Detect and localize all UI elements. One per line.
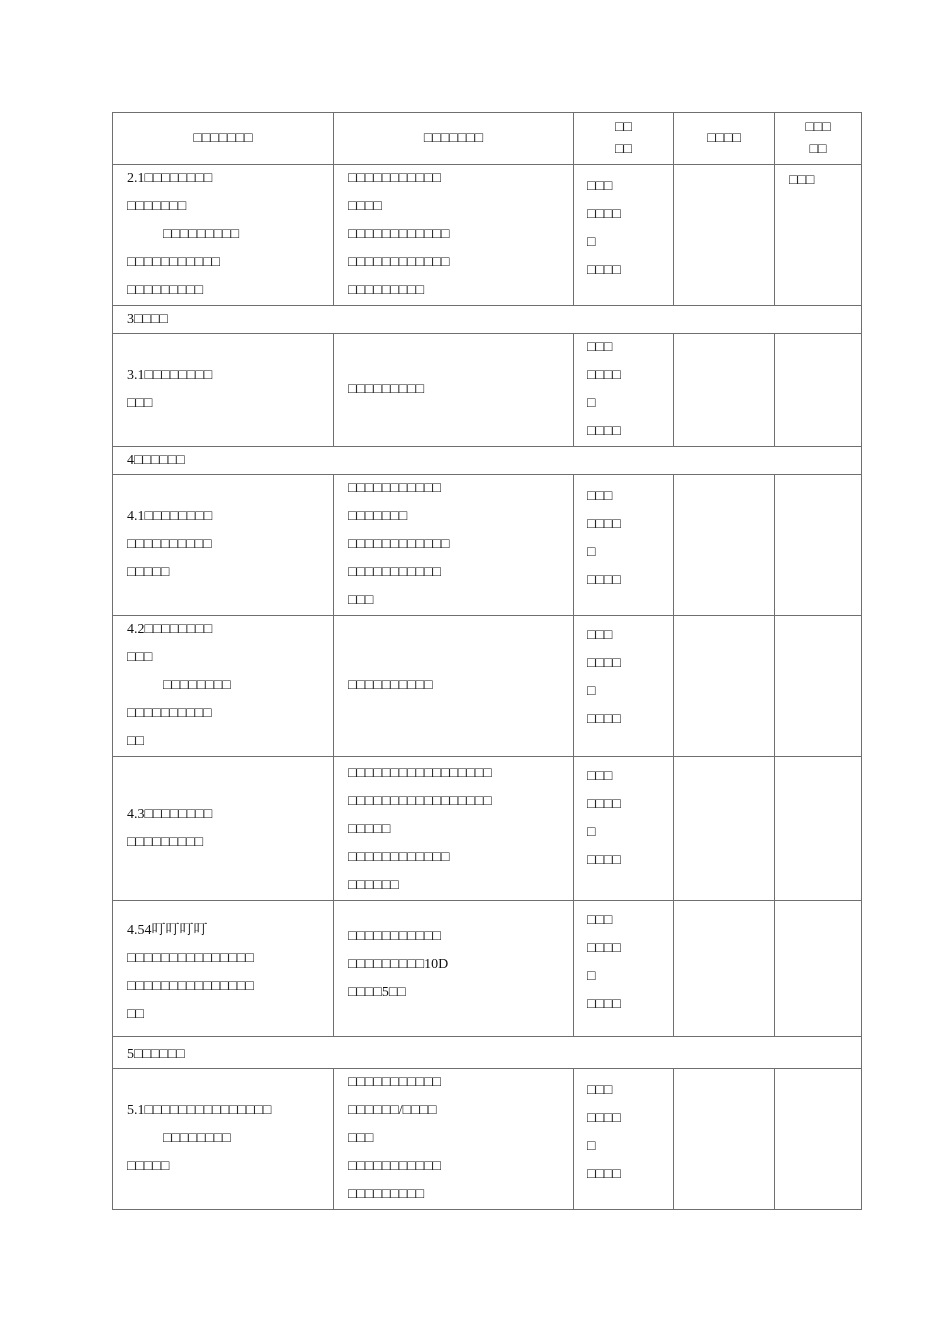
note-cell [775,901,862,1037]
table-row [113,1069,862,1210]
record-cell [674,616,775,757]
method-cell: □□□□□□□□□□□ □□□□ □□□□□□□□□□□□ □□□□□□□□□□□□ □□□□□□□□□ [334,165,574,306]
section-row [113,1037,862,1069]
note-cell [775,757,862,901]
table-row [113,334,862,447]
method-cell: □□□□□□□□□□□ □□□□□□□ □□□□□□□□□□□□ □□□□□□□□□□□ □□□ [334,475,574,616]
result-cell: □□□ □□□□ □ □□□□ [574,901,674,1037]
form-sheet [112,112,861,1210]
table-row [113,475,862,616]
table-row [113,165,862,306]
result-cell: □□□ □□□□ □ □□□□ [574,757,674,901]
record-cell [674,334,775,447]
header-row [113,113,862,165]
section-title: 3□□□□ [113,306,862,334]
method-cell: □□□□□□□□□ [334,334,574,447]
header-col4: □□□□ [674,113,775,165]
record-cell [674,757,775,901]
table-row [113,757,862,901]
header-col3: □□ □□ [574,113,674,165]
method-cell: □□□□□□□□□□□ □□□□□□/□□□□ □□□ □□□□□□□□□□□ □□□□□□□□□ [334,1069,574,1210]
item-cell: 4.1□□□□□□□□ □□□□□□□□□□ □□□□□ [113,475,334,616]
result-cell: □□□ □□□□ □ □□□□ [574,616,674,757]
header-col5: □□□ □□ [775,113,862,165]
result-cell: □□□ □□□□ □ □□□□ [574,165,674,306]
method-cell: □□□□□□□□□□□ □□□□□□□□□10D □□□□5□□ [334,901,574,1037]
item-cell: 5.1□□□□□□□□□□□□□□□ □□□□□□□□ □□□□□ [113,1069,334,1210]
record-cell [674,1069,775,1210]
section-title: 5□□□□□□ [113,1037,862,1069]
method-cell: □□□□□□□□□□□□□□□□□ □□□□□□□□□□□□□□□□□ □□□□□ □□□□□□□□□□□□ □□□□□□ [334,757,574,901]
record-cell [674,901,775,1037]
checklist-table [112,112,862,1210]
result-cell: □□□ □□□□ □ □□□□ [574,334,674,447]
header-col1: □□□□□□□ [113,113,334,165]
method-cell: □□□□□□□□□□ [334,616,574,757]
header-col2: □□□□□□□ [334,113,574,165]
note-cell [775,334,862,447]
item-cell: 4.54叮叮叮叮 □□□□□□□□□□□□□□□ □□□□□□□□□□□□□□□ □□ [113,901,334,1037]
table-row [113,901,862,1037]
section-title: 4□□□□□□ [113,447,862,475]
item-cell: 4.2□□□□□□□□ □□□ □□□□□□□□ □□□□□□□□□□ □□ [113,616,334,757]
item-cell: 4.3□□□□□□□□ □□□□□□□□□ [113,757,334,901]
table-row [113,616,862,757]
record-cell [674,475,775,616]
result-cell: □□□ □□□□ □ □□□□ [574,1069,674,1210]
note-cell [775,1069,862,1210]
result-cell: □□□ □□□□ □ □□□□ [574,475,674,616]
section-row [113,447,862,475]
item-cell: 3.1□□□□□□□□ □□□ [113,334,334,447]
record-cell [674,165,775,306]
note-cell [775,475,862,616]
note-cell [775,616,862,757]
section-row [113,306,862,334]
item-cell: 2.1□□□□□□□□ □□□□□□□ □□□□□□□□□ □□□□□□□□□□□ □□□□□□□□□ [113,165,334,306]
note-cell: □□□ [775,165,862,306]
